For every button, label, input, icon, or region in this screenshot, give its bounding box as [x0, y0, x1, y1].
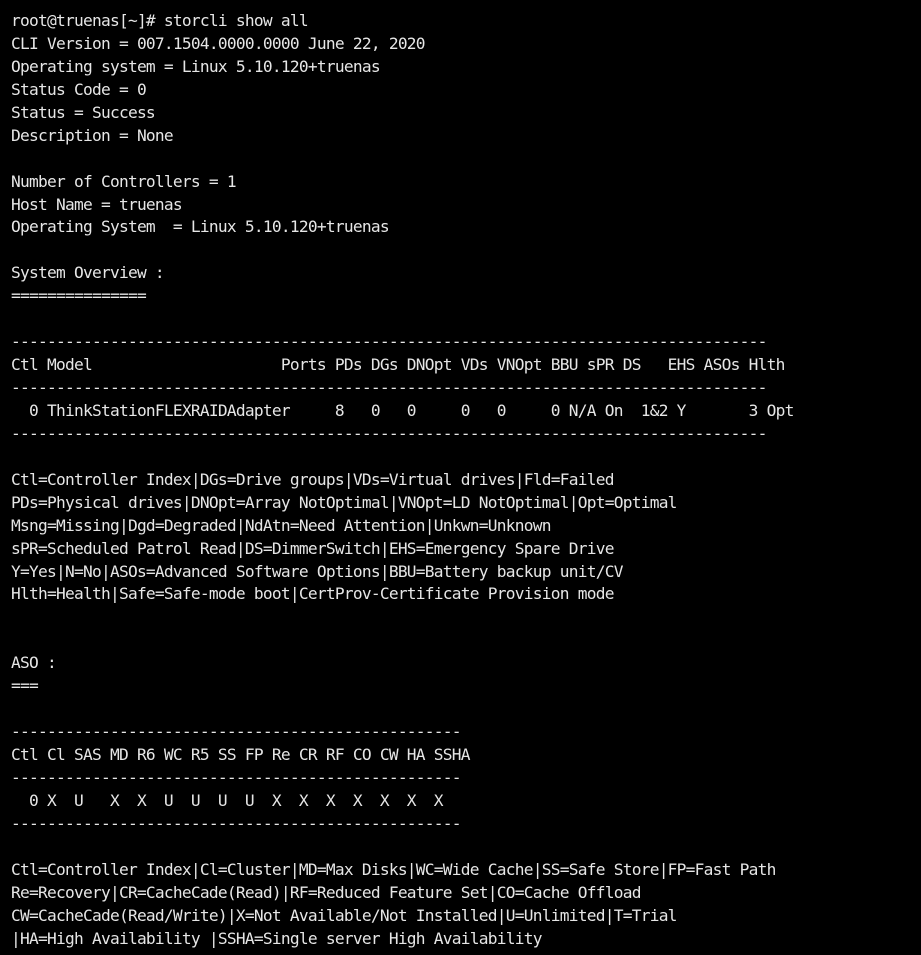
output-line: Host Name = truenas: [11, 194, 182, 214]
table-separator: --------------------------------------------------: [11, 767, 461, 787]
output-line: Number of Controllers = 1: [11, 171, 236, 191]
output-line: Operating System = Linux 5.10.120+truenas: [11, 217, 389, 237]
legend-line: Y=Yes|N=No|ASOs=Advanced Software Options|BBU=Battery backup unit/CV: [11, 561, 623, 581]
blank-line: [11, 446, 921, 469]
output-line: Status = Success: [11, 102, 155, 122]
section-heading: ASO :: [11, 653, 56, 673]
blank-line: [11, 148, 921, 171]
legend-line: Hlth=Health|Safe=Safe-mode boot|CertProv-Certificate Provision mode: [11, 584, 614, 604]
output-line: CLI Version = 007.1504.0000.0000 June 22, 2020: [11, 33, 425, 53]
section-heading: System Overview :: [11, 263, 164, 283]
legend-line: Msng=Missing|Dgd=Degraded|NdAtn=Need Attention|Unkwn=Unknown: [11, 515, 551, 535]
legend-line: Ctl=Controller Index|DGs=Drive groups|VDs=Virtual drives|Fld=Failed: [11, 469, 614, 489]
table-separator: --------------------------------------------------: [11, 813, 461, 833]
output-line: Operating system = Linux 5.10.120+truenas: [11, 56, 380, 76]
prompt-line: root@truenas[~]# storcli show all: [11, 11, 308, 30]
legend-line: CW=CacheCade(Read/Write)|X=Not Available/Not Installed|U=Unlimited|T=Trial: [11, 905, 677, 925]
table-row: 0 X U X X U U U U X X X X X X X: [11, 790, 443, 810]
table-separator: ------------------------------------------------------------------------------------: [11, 332, 767, 352]
table-header: Ctl Cl SAS MD R6 WC R5 SS FP Re CR RF CO CW HA SSHA: [11, 745, 470, 764]
table-separator: ------------------------------------------------------------------------------------: [11, 423, 767, 443]
table-header: Ctl Model Ports PDs DGs DNOpt VDs VNOpt BBU sPR DS EHS ASOs Hlth: [11, 355, 785, 375]
legend-line: PDs=Physical drives|DNOpt=Array NotOptimal|VNOpt=LD NotOptimal|Opt=Optimal: [11, 492, 677, 512]
table-row: 0 ThinkStationFLEXRAIDAdapter 8 0 0 0 0 0 N/A On 1&2 Y 3 Opt: [11, 400, 794, 420]
legend-line: Ctl=Controller Index|Cl=Cluster|MD=Max Disks|WC=Wide Cache|SS=Safe Store|FP=Fast Path: [11, 859, 776, 879]
blank-line: [11, 308, 921, 331]
section-underline: ===============: [11, 286, 146, 306]
output-line: Description = None: [11, 125, 173, 145]
legend-line: Re=Recovery|CR=CacheCade(Read)|RF=Reduced Feature Set|CO=Cache Offload: [11, 882, 641, 902]
legend-line: sPR=Scheduled Patrol Read|DS=DimmerSwitch|EHS=Emergency Spare Drive: [11, 538, 614, 558]
blank-line: [11, 698, 921, 721]
section-underline: ===: [11, 676, 38, 696]
table-separator: --------------------------------------------------: [11, 722, 461, 742]
legend-line: |HA=High Availability |SSHA=Single server High Availability: [11, 928, 542, 948]
blank-line: [11, 606, 921, 629]
blank-line: [11, 239, 921, 262]
table-separator: ------------------------------------------------------------------------------------: [11, 378, 767, 397]
output-line: Status Code = 0: [11, 79, 146, 99]
blank-line: [11, 629, 921, 652]
blank-line: [11, 836, 921, 859]
